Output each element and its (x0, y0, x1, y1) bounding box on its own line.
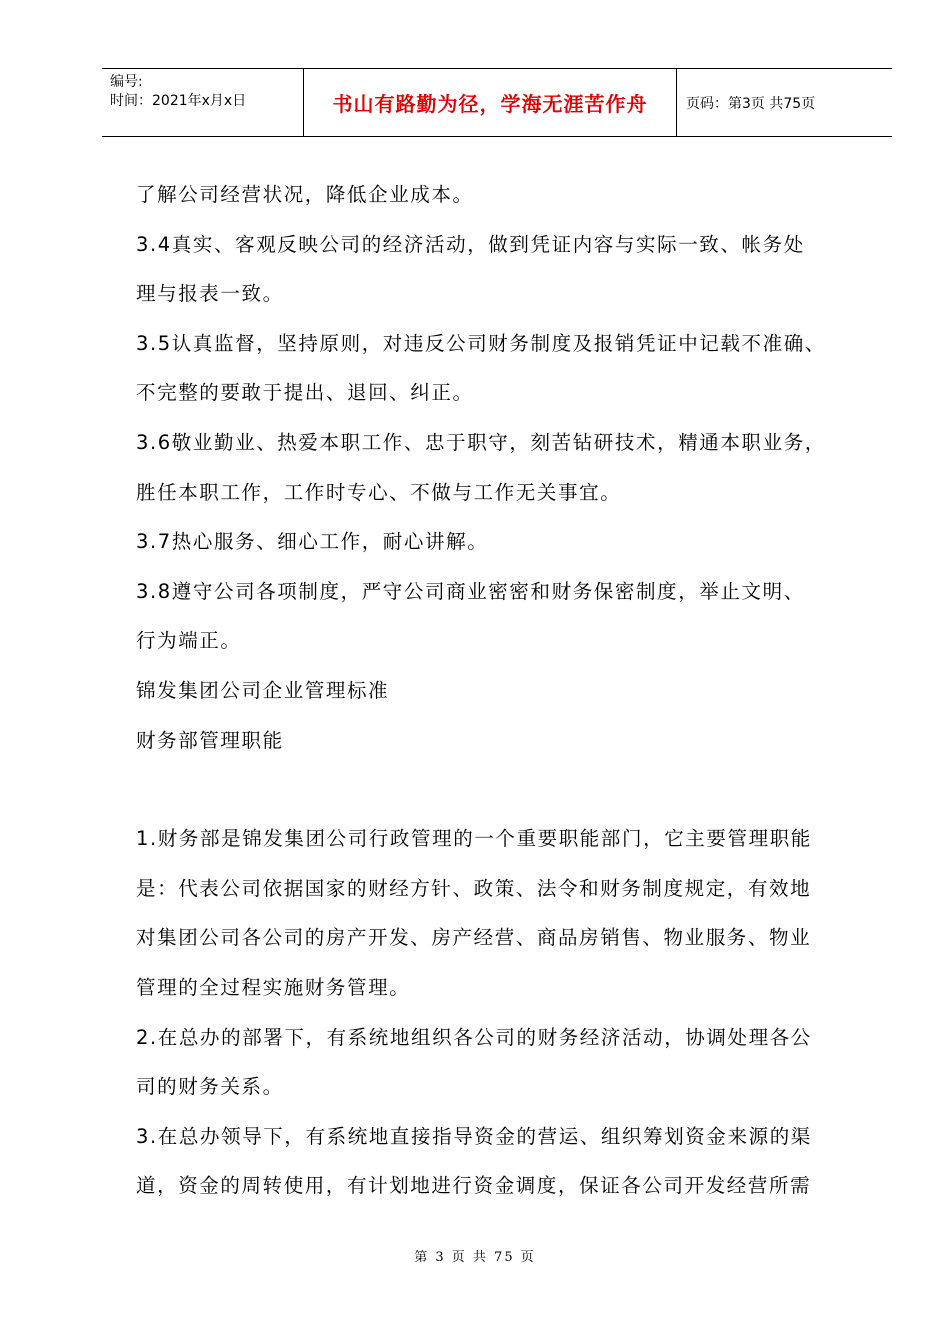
header-motto: 书山有路勤为径，学海无涯苦作舟 (332, 92, 648, 116)
header-meta (102, 69, 304, 136)
header-page-info: 页码：第3页 共75页 (686, 95, 816, 112)
time-label: 时间：2021年x月x日 (110, 93, 247, 109)
blank-line (136, 765, 866, 814)
body-line: 司的财务关系。 (136, 1075, 284, 1099)
body-line: 了解公司经营状况，降低企业成本。 (136, 183, 474, 206)
body-line: 胜任本职工作，工作时专心、不做与工作无关事宜。 (136, 480, 622, 504)
body-line: 3.8遵守公司各项制度，严守公司商业密密和财务保密制度，举止文明、 (136, 579, 805, 603)
section-heading: 财务部管理职能 (136, 728, 284, 752)
header-motto-cell (304, 69, 677, 136)
body-line: 理与报表一致。 (136, 282, 284, 306)
section-heading: 锦发集团公司企业管理标准 (136, 678, 390, 702)
body-line: 不完整的要敢于提出、退回、纠正。 (136, 381, 474, 405)
body-line: 3.4真实、客观反映公司的经济活动，做到凭证内容与实际一致、帐务处 (136, 232, 805, 256)
body-line: 对集团公司各公司的房产开发、房产经营、商品房销售、物业服务、物业 (136, 926, 812, 950)
body-line: 3.6敬业勤业、热爱本职工作、忠于职守，刻苦钻研技术，精通本职业务， (136, 430, 826, 454)
body-line: 3.7热心服务、细心工作，耐心讲解。 (136, 530, 489, 554)
body-line: 道，资金的周转使用，有计划地进行资金调度，保证各公司开发经营所需 (136, 1174, 812, 1198)
page-footer: 第 3 页 共 75 页 (414, 1250, 536, 1265)
document-header (102, 68, 892, 137)
body-line: 是：代表公司依据国家的财经方针、政策、法令和财务制度规定，有效地 (136, 876, 812, 900)
number-label: 编号: (110, 74, 143, 90)
body-line: 行为端正。 (136, 629, 242, 653)
body-line: 3.在总办领导下，有系统地直接指导资金的营运、组织筹划资金来源的渠 (136, 1124, 812, 1148)
body-line: 2.在总办的部署下，有系统地组织各公司的财务经济活动，协调处理各公 (136, 1025, 812, 1049)
body-line: 1.财务部是锦发集团公司行政管理的一个重要职能部门，它主要管理职能 (136, 827, 812, 851)
document-body (136, 170, 866, 1211)
header-page-info-cell (677, 69, 892, 136)
body-line: 管理的全过程实施财务管理。 (136, 975, 411, 999)
body-line: 3.5认真监督，坚持原则，对违反公司财务制度及报销凭证中记载不准确、 (136, 331, 826, 355)
